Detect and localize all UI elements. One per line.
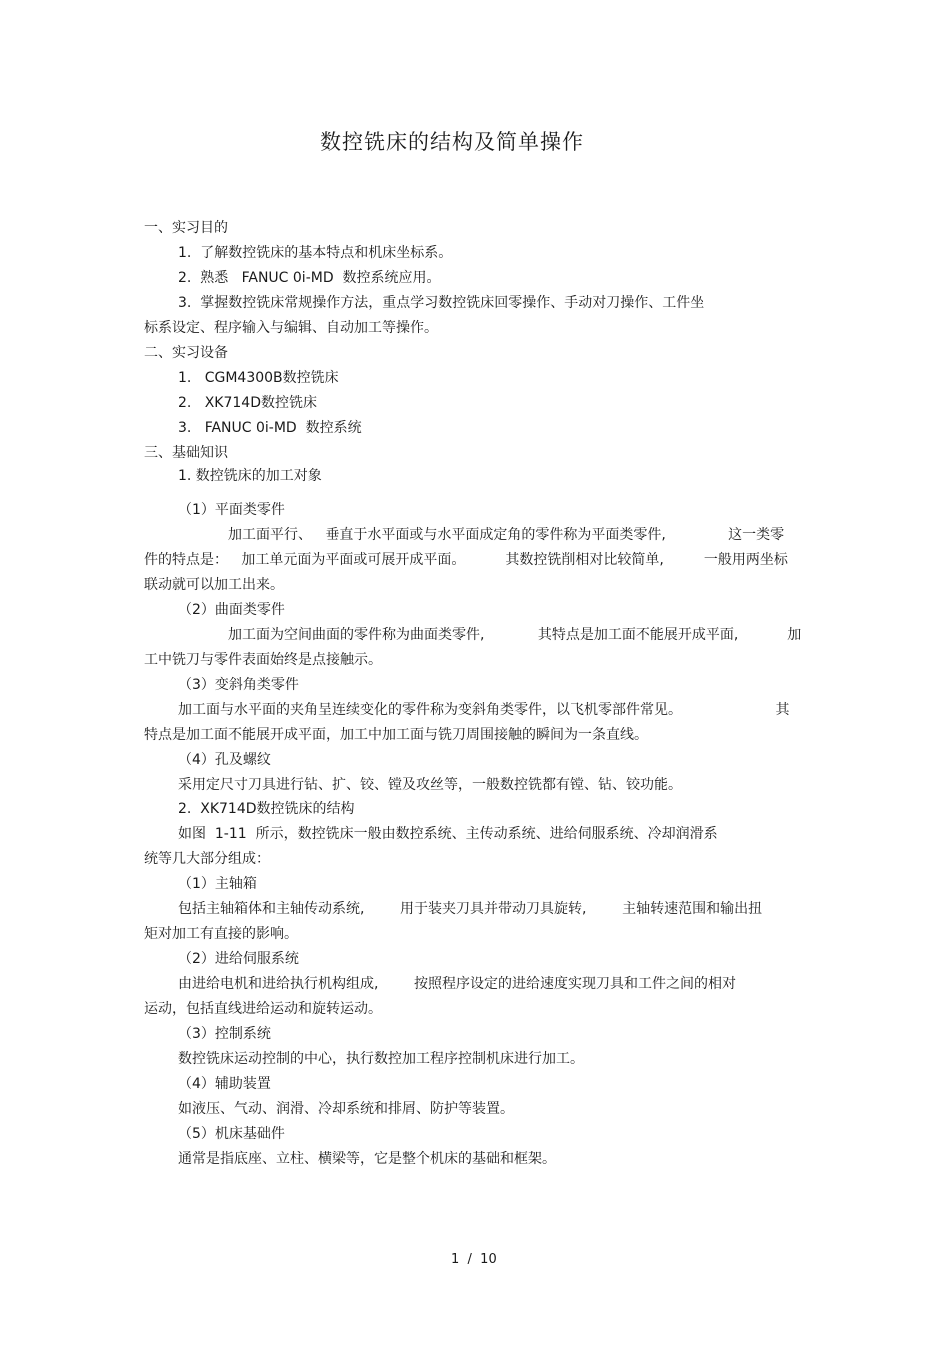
text-line: 统等几大部分组成： [144, 851, 270, 867]
subheading: （4）孔及螺纹 [178, 752, 271, 768]
subheading: （4）辅助装置 [178, 1076, 271, 1092]
text-line: 数控铣床运动控制的中心，执行数控加工程序控制机床进行加工。 [178, 1051, 584, 1067]
text-line: 如图 1-11 所示，数控铣床一般由数控系统、主传动系统、进给伺服系统、冷却润滑系 [178, 826, 718, 842]
subsection-heading: 1. 数控铣床的加工对象 [178, 468, 322, 484]
section-heading: 三、基础知识 [144, 445, 228, 461]
section-heading: 一、实习目的 [144, 220, 228, 236]
text-line: 加工面与水平面的夹角呈连续变化的零件称为变斜角类零件，以飞机零部件常见。 其 [178, 702, 790, 718]
section-heading: 二、实习设备 [144, 345, 228, 361]
page-number: 1 / 10 [451, 1252, 497, 1267]
text-line: 由进给电机和进给执行机构组成, 按照程序设定的进给速度实现刀具和工件之间的相对 [178, 976, 737, 992]
text-line: 包括主轴箱体和主轴传动系统, 用于装夹刀具并带动刀具旋转, 主轴转速范围和输出扭 [178, 901, 763, 917]
subheading: （3）变斜角类零件 [178, 677, 299, 693]
subheading: （3）控制系统 [178, 1026, 271, 1042]
subheading: （5）机床基础件 [178, 1126, 285, 1142]
text-line: 如液压、气动、润滑、冷却系统和排屑、防护等装置。 [178, 1101, 514, 1117]
text-line: 件的特点是： 加工单元面为平面或可展开成平面。 其数控铣削相对比较简单, 一般用两坐标 [144, 552, 788, 568]
text-line: 特点是加工面不能展开成平面，加工中加工面与铣刀周围接触的瞬间为一条直线。 [144, 727, 648, 743]
text-line: 联动就可以加工出来。 [144, 577, 284, 593]
list-item: 1. CGM4300B数控铣床 [178, 370, 339, 386]
text-line: 通常是指底座、立柱、横梁等，它是整个机床的基础和框架。 [178, 1151, 556, 1167]
subheading: （2）进给伺服系统 [178, 951, 299, 967]
subheading: （1）平面类零件 [178, 502, 285, 518]
text-line: 运动，包括直线进给运动和旋转运动。 [144, 1001, 382, 1017]
text-line: 采用定尺寸刀具进行钻、扩、铰、镗及攻丝等，一般数控铣都有镗、钻、铰功能。 [178, 777, 682, 793]
list-item: 3. FANUC 0i-MD 数控系统 [178, 420, 362, 436]
list-item: 2. XK714D数控铣床 [178, 395, 317, 411]
page-title: 数控铣床的结构及简单操作 [320, 130, 584, 154]
text-line: 矩对加工有直接的影响。 [144, 926, 298, 942]
list-item: 3. 掌握数控铣床常规操作方法，重点学习数控铣床回零操作、手动对刀操作、工件坐 [178, 295, 705, 311]
text-line: 加工面平行、 垂直于水平面或与水平面成定角的零件称为平面类零件, 这一类零 [228, 527, 785, 543]
subheading: （2）曲面类零件 [178, 602, 285, 618]
text-line: 标系设定、程序输入与编辑、自动加工等操作。 [144, 320, 438, 336]
subsection-heading: 2. XK714D数控铣床的结构 [178, 801, 355, 817]
text-line: 加工面为空间曲面的零件称为曲面类零件, 其特点是加工面不能展开成平面, 加 [228, 627, 802, 643]
text-line: 工中铣刀与零件表面始终是点接触示。 [144, 652, 382, 668]
subheading: （1）主轴箱 [178, 876, 257, 892]
list-item: 1. 了解数控铣床的基本特点和机床坐标系。 [178, 245, 453, 261]
list-item: 2. 熟悉 FANUC 0i-MD 数控系统应用。 [178, 270, 441, 286]
